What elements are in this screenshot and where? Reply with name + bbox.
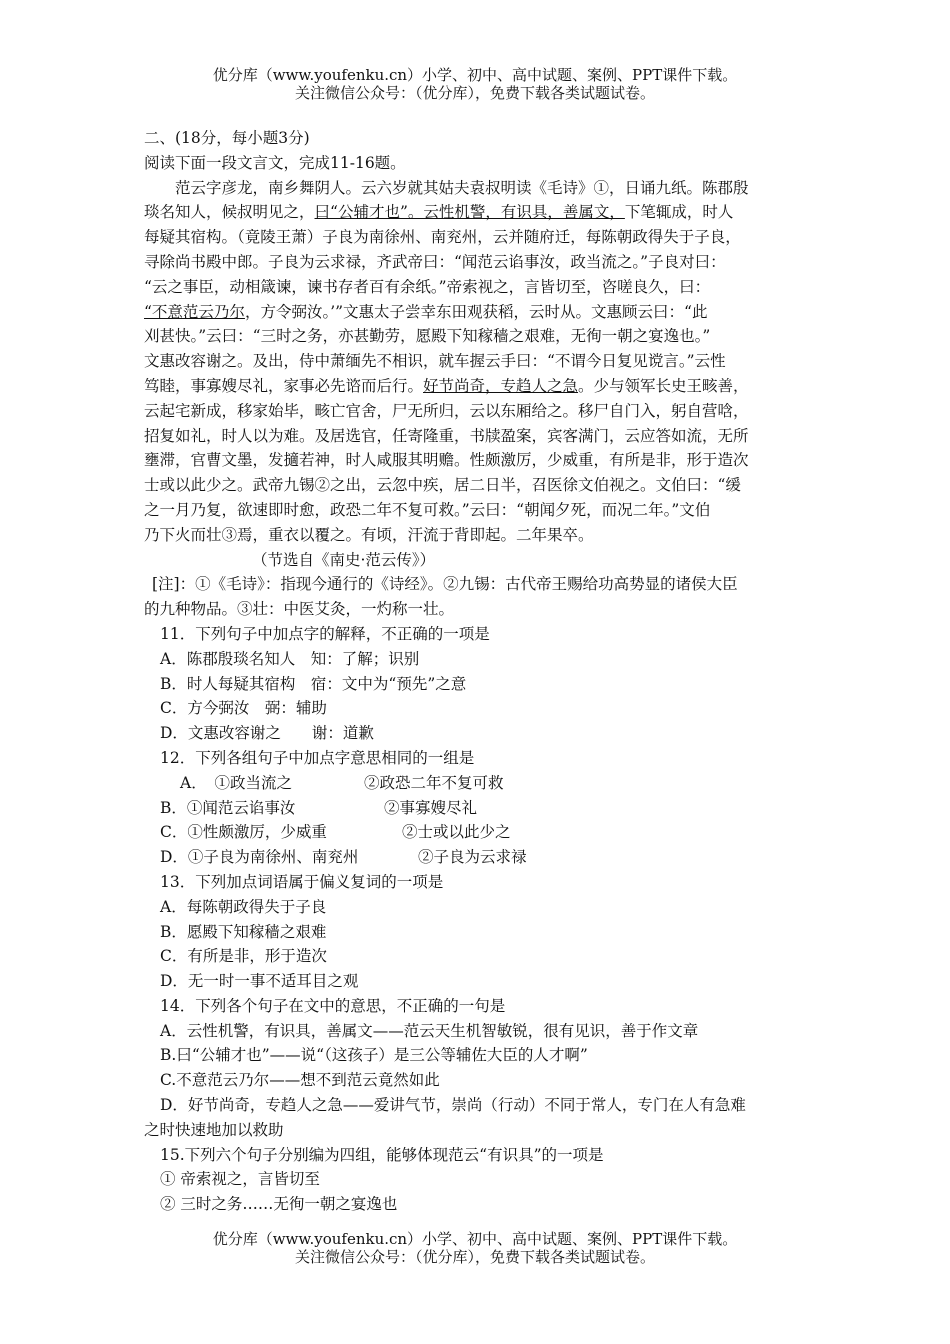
footer-line-2: 关注微信公众号：（优分库），免费下载各类试题试卷。: [294, 1248, 655, 1266]
option-part-2: ②士或以此少之: [402, 823, 511, 842]
question-stem: 12．下列各组句子中加点字意思相同的一组是: [160, 748, 475, 767]
question-stem: 13．下列加点词语属于偏义复词的一项是: [160, 872, 444, 891]
question-12: [144, 746, 810, 870]
option-d: D．好节尚奇，专趋人之急——爱讲气节，崇尚（行动）不同于常人，专门在人有急难: [160, 1096, 746, 1115]
option-c: C．方今弼汝 弼：辅助: [160, 699, 327, 718]
passage-line: 每疑其宿构。（竟陵王萧）子良为南徐州、南兖州，云并随府迁，每陈朝政得失于子良，: [144, 228, 741, 247]
option-part-1: A． ①政当流之: [180, 773, 292, 792]
passage-line: [144, 200, 810, 225]
option-part-2: ②子良为云求禄: [418, 848, 527, 867]
question-stem: 14．下列各个句子在文中的意思，不正确的一句是: [160, 996, 506, 1015]
passage-line: 之一月乃复，欲速即时愈，政恐二年不复可救。”云曰：“朝闻夕死，而况二年。”文伯: [144, 500, 711, 519]
passage-line: 寻除尚书殿中郎。子良为云求禄，齐武帝曰：“闻范云谄事汝，政当流之。”子良对曰：: [144, 252, 726, 271]
option-d: [144, 845, 810, 870]
item-1: ① 帝索视之，言皆切至: [160, 1170, 320, 1189]
note-line: 的九种物品。③壮：中医艾灸，一灼称一壮。: [144, 600, 455, 619]
option-c: C.不意范云乃尔——想不到范云竟然如此: [160, 1071, 440, 1090]
passage: [144, 176, 810, 573]
option-c: [144, 820, 810, 845]
underlined-sentence: 曰“公辅才也”。云性机警，有识具，善属文，: [314, 203, 625, 222]
passage-line: 云起宅新成，移家始毕，畡亡官舍，尸无所归，云以东厢给之。移尸自门入，躬自营唅，: [144, 401, 749, 420]
question-stem: 15.下列六个句子分别编为四组，能够体现范云“有识具”的一项是: [160, 1145, 604, 1164]
option-d: D．文惠改容谢之 谢：道歉: [160, 724, 374, 743]
option-part-1: D．①子良为南徐州、南兖州: [160, 848, 359, 867]
option-part-2: ②事寡嫂尽礼: [384, 798, 478, 817]
option-a: A．云性机警，有识具，善属文——范云天生机智敏锐，很有见识，善于作文章: [160, 1021, 699, 1040]
passage-text: ，方令弼汝。’”文惠太子尝幸东田观获稻，云时从。文惠顾云曰：“此: [244, 302, 708, 321]
passage-line: 文惠改容谢之。及出，侍中萧缅先不相识，就车握云手曰：“不谓今日复见谠言。”云性: [144, 352, 726, 371]
passage-line: 招复如礼，时人以为难。及居选官，任寄隆重，书牍盈案，宾客满门，云应答如流，无所: [144, 426, 749, 445]
passage-text: 下笔辄成，时人: [624, 203, 734, 222]
option-part-1: B．①闻范云谄事汝: [160, 798, 296, 817]
footer-line-1: 优分库（www.youfenku.cn）小学、初中、高中试题、案例、PPT课件下载。: [212, 1230, 738, 1248]
option-a: A．陈郡殷琰名知人 知：了解；识别: [160, 649, 420, 668]
passage-line: 乃下火而壮③焉，重衣以覆之。有顷，汗流于背即起。二年果卒。: [144, 525, 594, 544]
header-line-1: 优分库（www.youfenku.cn）小学、初中、高中试题、案例、PPT课件下载。: [212, 66, 738, 84]
question-stem: 11．下列句子中加点字的解释，不正确的一项是: [160, 624, 490, 643]
option-b: B.曰“公辅才也”——说“（这孩子）是三公等辅佐大臣的人才啊”: [160, 1046, 588, 1065]
passage-line: [144, 300, 810, 325]
passage-text: 。少与领军长史王畡善，: [578, 376, 749, 395]
underlined-sentence: “不意范云乃尔: [144, 302, 245, 321]
option-a: [144, 771, 810, 796]
header-line-2: 关注微信公众号：（优分库），免费下载各类试题试卷。: [294, 84, 655, 102]
question-14: [144, 994, 810, 1143]
passage-line: 刈甚快。”云曰：“三时之务，亦甚勤劳，愿殿下知稼穑之艰难，无徇一朝之宴逸也。”: [144, 327, 711, 346]
question-13: [144, 870, 810, 994]
option-part-1: C．①性颇激厉，少威重: [160, 823, 327, 842]
question-15: [144, 1143, 810, 1217]
option-c: C．有所是非，形于造次: [160, 947, 327, 966]
section-title: 二、(18分，每小题3分): [144, 129, 310, 147]
page-footer: [0, 1230, 950, 1266]
underlined-sentence: 好节尚奇，专趋人之急: [423, 376, 579, 395]
passage-line: [144, 374, 810, 399]
option-b: B．愿殿下知稼穑之艰难: [160, 922, 327, 941]
passage-text: 笃睦，事寡嫂尽礼，家事必先谘而后行。: [144, 376, 424, 395]
option-b: [144, 796, 810, 821]
option-d-continued: 之时快速地加以救助: [144, 1120, 284, 1139]
document-body: [144, 126, 810, 1217]
passage-line: 壅滞，官曹文墨，发擿若神，时人咸服其明赡。性颇激厉，少威重，有所是非，形于造次: [144, 451, 749, 470]
passage-text: 琰名知人，候叔明见之，: [144, 203, 315, 222]
option-d: D．无一时一事不适耳目之观: [160, 972, 359, 991]
note-line: [注]：①《毛诗》：指现今通行的《诗经》。②九锡：古代帝王赐给功高势显的诸侯大臣: [152, 575, 738, 594]
passage-line: 范云字彦龙，南乡舞阴人。云六岁就其姑夫袁叔明读《毛诗》①，日诵九纸。陈郡殷: [175, 178, 749, 197]
question-11: [144, 622, 810, 746]
page-header: [0, 66, 950, 102]
option-part-2: ②政恐二年不复可救: [364, 773, 504, 792]
item-2: ② 三时之务……无徇一朝之宴逸也: [160, 1195, 398, 1214]
passage-line: “云之事臣，动相箴谏，谏书存者百有余纸。”帝索视之，言皆切至，咨嗟良久，曰：: [144, 277, 711, 296]
section-instruction: 阅读下面一段文言文，完成11-16题。: [144, 153, 406, 172]
option-b: B．时人每疑其宿构 宿：文中为“预先”之意: [160, 674, 467, 693]
passage-source: （节选自《南史·范云传》）: [252, 550, 436, 569]
option-a: A．每陈朝政得失于子良: [160, 897, 327, 916]
notes: [144, 572, 810, 622]
passage-line: 士或以此少之。武帝九锡②之出，云忽中疾，居二日半，召医徐文伯视之。文伯曰：“缓: [144, 476, 741, 495]
